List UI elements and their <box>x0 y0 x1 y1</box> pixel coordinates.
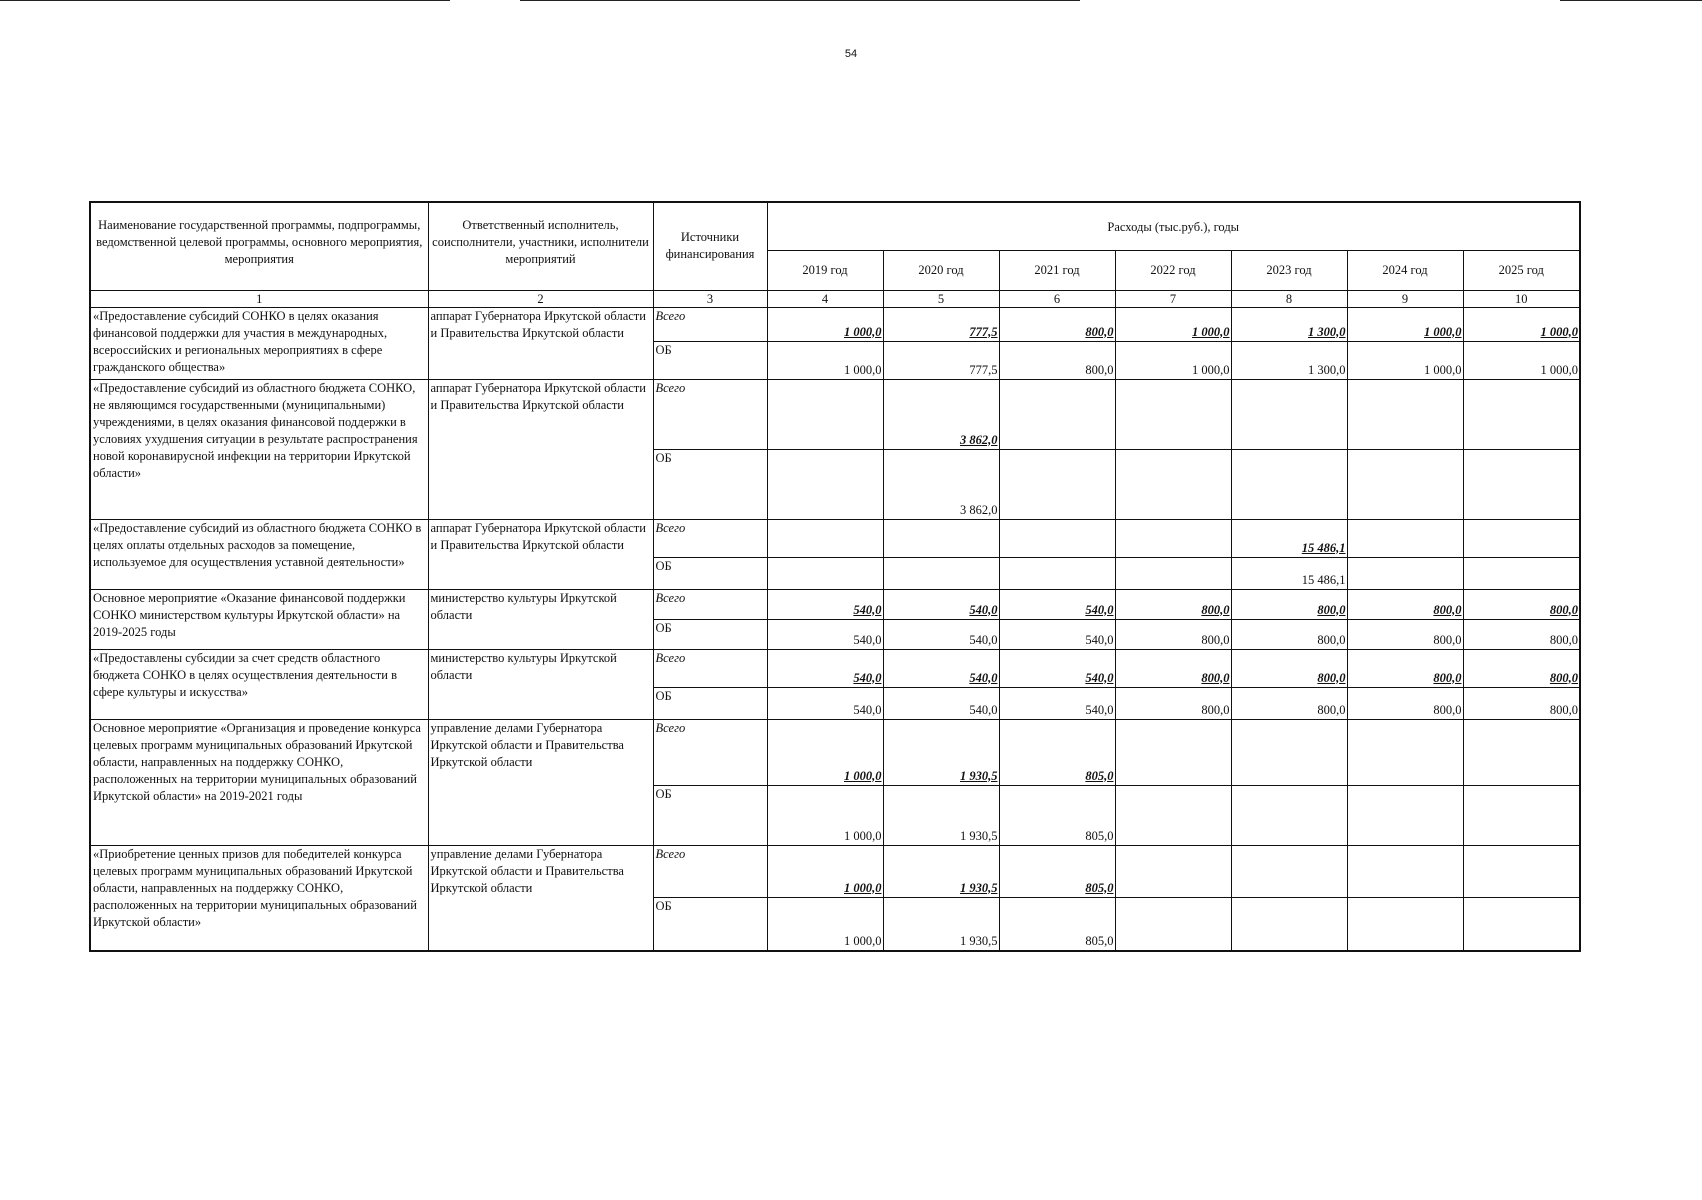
column-number: 4 <box>767 290 883 307</box>
total-value: 1 000,0 <box>767 307 883 341</box>
ob-value: 540,0 <box>883 619 999 649</box>
ob-value: 540,0 <box>999 687 1115 719</box>
table-row <box>90 719 1580 785</box>
ob-value: 1 000,0 <box>1347 341 1463 379</box>
total-value <box>1347 719 1463 785</box>
total-value: 3 862,0 <box>883 379 999 449</box>
total-value: 800,0 <box>1463 589 1580 619</box>
ob-value <box>1115 785 1231 845</box>
header-year: 2021 год <box>999 250 1115 290</box>
measure-name: «Приобретение ценных призов для победителей конкурса целевых программ муниципальных образований Иркутской области, направленных на поддержку СОНКО, расположенных на территории муниципальных образований Иркутской области» <box>90 845 428 951</box>
total-value <box>1347 379 1463 449</box>
ob-value: 800,0 <box>999 341 1115 379</box>
ob-value: 1 000,0 <box>1463 341 1580 379</box>
ob-value: 800,0 <box>1115 619 1231 649</box>
total-value: 1 000,0 <box>1347 307 1463 341</box>
header-responsible: Ответственный исполнитель, соисполнители, участники, исполнители мероприятий <box>428 202 653 290</box>
measure-name: «Предоставлены субсидии за счет средств областного бюджета СОНКО в целях осуществления деятельности в сфере культуры и искусства» <box>90 649 428 719</box>
ob-value <box>1231 785 1347 845</box>
ob-value: 540,0 <box>767 619 883 649</box>
responsible-executor: министерство культуры Иркутской области <box>428 589 653 649</box>
source-total-label: Всего <box>653 379 767 449</box>
ob-value: 800,0 <box>1463 687 1580 719</box>
column-number: 1 <box>90 290 428 307</box>
ob-value: 540,0 <box>999 619 1115 649</box>
ob-value: 800,0 <box>1115 687 1231 719</box>
total-value <box>999 519 1115 557</box>
ob-value: 15 486,1 <box>1231 557 1347 589</box>
measure-name: «Предоставление субсидий из областного бюджета СОНКО в целях оплаты отдельных расходов за помещение, используемое для осуществления уставной деятельности» <box>90 519 428 589</box>
total-value <box>1347 845 1463 897</box>
ob-value: 777,5 <box>883 341 999 379</box>
scan-edge-line-middle <box>520 0 1080 1</box>
ob-value <box>999 557 1115 589</box>
table-row <box>90 519 1580 557</box>
ob-value <box>1463 449 1580 519</box>
column-number: 7 <box>1115 290 1231 307</box>
total-value: 1 000,0 <box>767 719 883 785</box>
total-value <box>1115 845 1231 897</box>
header-expenses: Расходы (тыс.руб.), годы <box>767 202 1580 250</box>
total-value <box>767 519 883 557</box>
ob-value: 540,0 <box>767 687 883 719</box>
source-ob-label: ОБ <box>653 557 767 589</box>
ob-value: 540,0 <box>883 687 999 719</box>
scan-edge-line-right <box>1560 0 1702 1</box>
source-total-label: Всего <box>653 307 767 341</box>
ob-value: 1 930,5 <box>883 785 999 845</box>
measure-name: «Предоставление субсидий из областного бюджета СОНКО, не являющимся государственными (муниципальными) учреждениями, в целях оказания финансовой поддержки в условиях ухудшения ситуации в результате распространения новой коронавирусной инфекции на территории Иркутской области» <box>90 379 428 519</box>
total-value: 800,0 <box>1231 649 1347 687</box>
ob-value <box>1115 897 1231 951</box>
column-number: 8 <box>1231 290 1347 307</box>
column-number: 5 <box>883 290 999 307</box>
ob-value <box>1463 897 1580 951</box>
total-value: 540,0 <box>767 589 883 619</box>
ob-value: 1 000,0 <box>767 341 883 379</box>
source-total-label: Всего <box>653 519 767 557</box>
header-year: 2022 год <box>1115 250 1231 290</box>
total-value <box>1463 519 1580 557</box>
ob-value: 1 930,5 <box>883 897 999 951</box>
scan-edge-line-left <box>0 0 450 1</box>
ob-value: 800,0 <box>1231 619 1347 649</box>
total-value: 800,0 <box>1463 649 1580 687</box>
total-value: 800,0 <box>1231 589 1347 619</box>
source-ob-label: ОБ <box>653 619 767 649</box>
total-value: 1 000,0 <box>767 845 883 897</box>
total-value <box>1463 719 1580 785</box>
ob-value <box>1347 449 1463 519</box>
total-value: 540,0 <box>999 649 1115 687</box>
total-value: 1 930,5 <box>883 845 999 897</box>
ob-value: 1 000,0 <box>1115 341 1231 379</box>
total-value <box>1115 719 1231 785</box>
source-ob-label: ОБ <box>653 449 767 519</box>
page-number: 54 <box>844 48 858 60</box>
ob-value: 3 862,0 <box>883 449 999 519</box>
total-value: 805,0 <box>999 719 1115 785</box>
ob-value <box>1115 557 1231 589</box>
ob-value <box>1463 785 1580 845</box>
total-value: 540,0 <box>883 589 999 619</box>
source-total-label: Всего <box>653 649 767 687</box>
total-value: 777,5 <box>883 307 999 341</box>
source-ob-label: ОБ <box>653 897 767 951</box>
ob-value <box>883 557 999 589</box>
column-number: 2 <box>428 290 653 307</box>
header-year: 2020 год <box>883 250 999 290</box>
ob-value: 805,0 <box>999 897 1115 951</box>
responsible-executor: аппарат Губернатора Иркутской области и Правительства Иркутской области <box>428 379 653 519</box>
header-name: Наименование государственной программы, подпрограммы, ведомственной целевой программы, основного мероприятия, мероприятия <box>90 202 428 290</box>
measure-name: Основное мероприятие «Оказание финансовой поддержки СОНКО министерством культуры Иркутской области» на 2019-2025 годы <box>90 589 428 649</box>
total-value <box>1347 519 1463 557</box>
table-row <box>90 649 1580 687</box>
table-row <box>90 589 1580 619</box>
ob-value: 800,0 <box>1347 619 1463 649</box>
total-value <box>1231 379 1347 449</box>
total-value: 1 300,0 <box>1231 307 1347 341</box>
responsible-executor: управление делами Губернатора Иркутской области и Правительства Иркутской области <box>428 719 653 845</box>
total-value: 540,0 <box>999 589 1115 619</box>
total-value: 800,0 <box>999 307 1115 341</box>
total-value: 1 000,0 <box>1463 307 1580 341</box>
table-row <box>90 845 1580 897</box>
measure-name: «Предоставление субсидий СОНКО в целях оказания финансовой поддержки для участия в международных, всероссийских и региональных мероприятиях в сфере гражданского общества» <box>90 307 428 379</box>
total-value: 800,0 <box>1115 589 1231 619</box>
total-value <box>1463 845 1580 897</box>
responsible-executor: аппарат Губернатора Иркутской области и Правительства Иркутской области <box>428 307 653 379</box>
header-source: Источники финансирования <box>653 202 767 290</box>
ob-value: 800,0 <box>1347 687 1463 719</box>
source-total-label: Всего <box>653 589 767 619</box>
header-year: 2019 год <box>767 250 883 290</box>
ob-value <box>1115 449 1231 519</box>
total-value: 1 000,0 <box>1115 307 1231 341</box>
total-value <box>1115 519 1231 557</box>
ob-value <box>1463 557 1580 589</box>
total-value <box>767 379 883 449</box>
column-number: 3 <box>653 290 767 307</box>
header-year: 2023 год <box>1231 250 1347 290</box>
total-value: 800,0 <box>1115 649 1231 687</box>
total-value: 540,0 <box>767 649 883 687</box>
ob-value: 1 000,0 <box>767 897 883 951</box>
header-year: 2024 год <box>1347 250 1463 290</box>
total-value: 1 930,5 <box>883 719 999 785</box>
total-value <box>1231 719 1347 785</box>
total-value: 800,0 <box>1347 589 1463 619</box>
ob-value: 800,0 <box>1231 687 1347 719</box>
budget-table <box>89 201 1581 952</box>
table-row <box>90 379 1580 449</box>
source-ob-label: ОБ <box>653 687 767 719</box>
total-value: 15 486,1 <box>1231 519 1347 557</box>
source-total-label: Всего <box>653 719 767 785</box>
total-value <box>883 519 999 557</box>
ob-value: 805,0 <box>999 785 1115 845</box>
ob-value <box>1347 785 1463 845</box>
header-year: 2025 год <box>1463 250 1580 290</box>
total-value <box>999 379 1115 449</box>
source-ob-label: ОБ <box>653 341 767 379</box>
ob-value: 800,0 <box>1463 619 1580 649</box>
column-number: 9 <box>1347 290 1463 307</box>
table-row <box>90 307 1580 341</box>
total-value <box>1231 845 1347 897</box>
source-total-label: Всего <box>653 845 767 897</box>
responsible-executor: управление делами Губернатора Иркутской области и Правительства Иркутской области <box>428 845 653 951</box>
ob-value <box>767 449 883 519</box>
ob-value <box>1231 449 1347 519</box>
ob-value <box>1347 557 1463 589</box>
source-ob-label: ОБ <box>653 785 767 845</box>
ob-value: 1 300,0 <box>1231 341 1347 379</box>
ob-value <box>1231 897 1347 951</box>
ob-value: 1 000,0 <box>767 785 883 845</box>
total-value: 805,0 <box>999 845 1115 897</box>
total-value <box>1115 379 1231 449</box>
ob-value <box>1347 897 1463 951</box>
column-number: 10 <box>1463 290 1580 307</box>
ob-value <box>767 557 883 589</box>
total-value <box>1463 379 1580 449</box>
total-value: 540,0 <box>883 649 999 687</box>
responsible-executor: министерство культуры Иркутской области <box>428 649 653 719</box>
total-value: 800,0 <box>1347 649 1463 687</box>
responsible-executor: аппарат Губернатора Иркутской области и Правительства Иркутской области <box>428 519 653 589</box>
column-number: 6 <box>999 290 1115 307</box>
measure-name: Основное мероприятие «Организация и проведение конкурса целевых программ муниципальных образований Иркутской области, направленных на поддержку СОНКО, расположенных на территории муниципальных образований Иркутской области» на 2019-2021 годы <box>90 719 428 845</box>
ob-value <box>999 449 1115 519</box>
